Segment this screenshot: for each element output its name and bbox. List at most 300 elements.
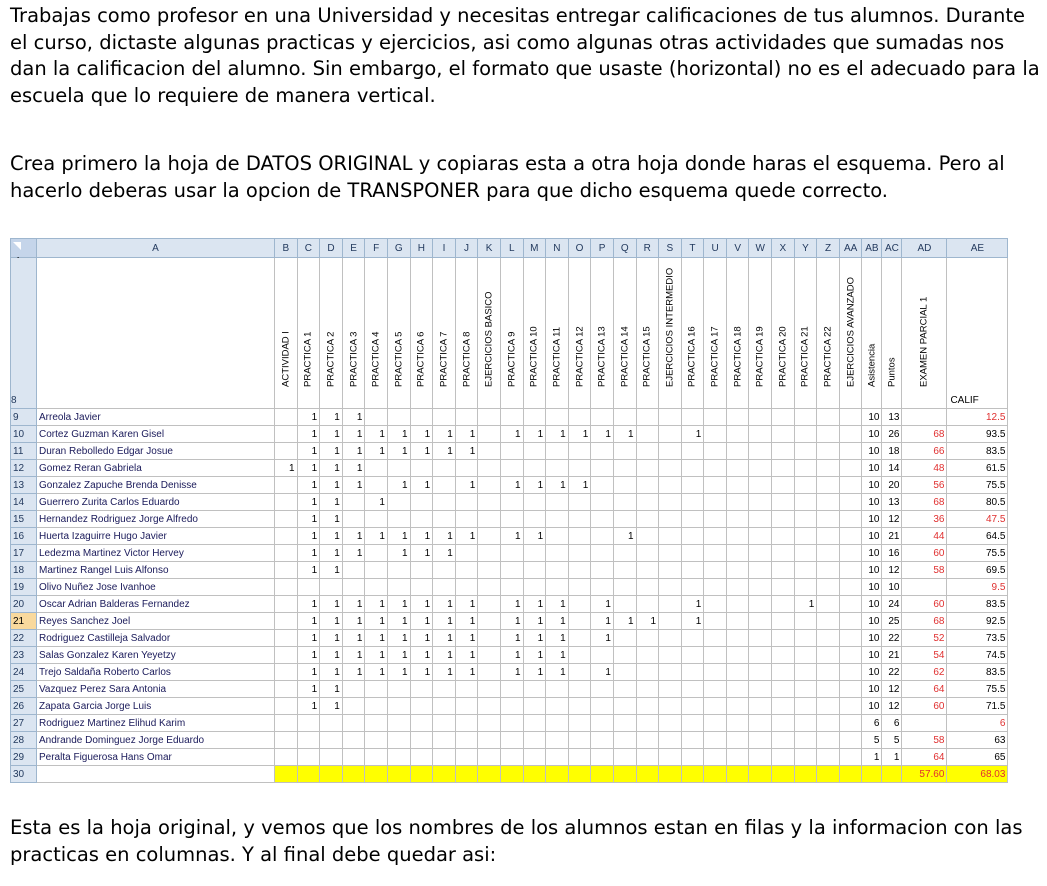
grade-cell[interactable] — [500, 732, 523, 749]
grade-cell[interactable]: 25 — [882, 613, 902, 630]
grade-cell[interactable] — [704, 647, 727, 664]
column-letter-o[interactable]: O — [568, 239, 591, 258]
grade-cell[interactable]: 10 — [862, 494, 882, 511]
grade-cell[interactable] — [387, 681, 410, 698]
student-name-cell[interactable]: Peralta Figuerosa Hans Omar — [37, 749, 275, 766]
column-letter-z[interactable]: Z — [817, 239, 840, 258]
grade-cell[interactable] — [613, 749, 636, 766]
grade-cell[interactable]: 58 — [902, 562, 947, 579]
grade-cell[interactable] — [591, 749, 614, 766]
grade-cell[interactable] — [681, 664, 704, 681]
column-letter-f[interactable]: F — [365, 239, 388, 258]
row-number[interactable]: 15 — [11, 511, 37, 528]
grade-cell[interactable] — [433, 681, 456, 698]
grade-cell[interactable] — [794, 528, 817, 545]
grade-cell[interactable]: 71.5 — [947, 698, 1008, 715]
grade-cell[interactable] — [681, 443, 704, 460]
grade-cell[interactable]: 10 — [862, 647, 882, 664]
grade-cell[interactable] — [297, 749, 320, 766]
column-letter-p[interactable]: P — [591, 239, 614, 258]
grade-cell[interactable] — [523, 681, 546, 698]
grade-cell[interactable] — [681, 698, 704, 715]
grade-cell[interactable] — [568, 494, 591, 511]
grade-cell[interactable]: 1 — [297, 698, 320, 715]
grade-cell[interactable] — [794, 732, 817, 749]
grade-cell[interactable] — [659, 426, 682, 443]
grade-cell[interactable] — [478, 596, 501, 613]
column-header[interactable] — [523, 258, 546, 409]
highlight-cell[interactable] — [882, 766, 902, 783]
column-letter-i[interactable]: I — [433, 239, 456, 258]
grade-cell[interactable] — [591, 528, 614, 545]
grade-cell[interactable]: 1 — [613, 528, 636, 545]
grade-cell[interactable]: 1 — [455, 528, 478, 545]
grade-cell[interactable] — [817, 562, 840, 579]
student-name-cell[interactable]: Gomez Reran Gabriela — [37, 460, 275, 477]
row-number[interactable]: 14 — [11, 494, 37, 511]
grade-cell[interactable]: 75.5 — [947, 545, 1008, 562]
grade-cell[interactable] — [659, 545, 682, 562]
grade-cell[interactable] — [636, 494, 659, 511]
grade-cell[interactable] — [794, 647, 817, 664]
grade-cell[interactable]: 1 — [320, 664, 343, 681]
row-number[interactable]: 10 — [11, 426, 37, 443]
grade-cell[interactable] — [704, 749, 727, 766]
grade-cell[interactable] — [704, 613, 727, 630]
grade-cell[interactable]: 1 — [433, 443, 456, 460]
grade-cell[interactable] — [568, 681, 591, 698]
grade-cell[interactable] — [839, 715, 862, 732]
grade-cell[interactable] — [523, 579, 546, 596]
highlight-cell[interactable] — [342, 766, 365, 783]
grade-cell[interactable] — [636, 511, 659, 528]
grade-cell[interactable] — [523, 698, 546, 715]
grade-cell[interactable] — [749, 579, 772, 596]
column-header[interactable] — [546, 258, 569, 409]
grade-cell[interactable] — [613, 409, 636, 426]
grade-cell[interactable] — [772, 647, 795, 664]
grade-cell[interactable] — [433, 715, 456, 732]
highlight-cell[interactable] — [613, 766, 636, 783]
row-number[interactable]: 29 — [11, 749, 37, 766]
grade-cell[interactable]: 1 — [365, 630, 388, 647]
grade-cell[interactable] — [342, 749, 365, 766]
grade-cell[interactable] — [636, 715, 659, 732]
grade-cell[interactable]: 1 — [320, 613, 343, 630]
grade-cell[interactable]: 10 — [862, 426, 882, 443]
grade-cell[interactable] — [704, 664, 727, 681]
grade-cell[interactable]: 10 — [862, 562, 882, 579]
grade-cell[interactable] — [410, 681, 433, 698]
grade-cell[interactable] — [613, 647, 636, 664]
grade-cell[interactable]: 1 — [410, 630, 433, 647]
grade-cell[interactable]: 12 — [882, 681, 902, 698]
grade-cell[interactable] — [387, 460, 410, 477]
grade-cell[interactable] — [817, 443, 840, 460]
grade-cell[interactable]: 1 — [387, 528, 410, 545]
grade-cell[interactable] — [275, 511, 298, 528]
grade-cell[interactable]: 1 — [433, 630, 456, 647]
grade-cell[interactable] — [772, 681, 795, 698]
highlight-cell[interactable] — [500, 766, 523, 783]
grade-cell[interactable] — [794, 511, 817, 528]
grade-cell[interactable]: 1 — [523, 528, 546, 545]
grade-cell[interactable]: 5 — [882, 732, 902, 749]
grade-cell[interactable]: 1 — [455, 630, 478, 647]
grade-cell[interactable]: 1 — [500, 477, 523, 494]
grade-cell[interactable] — [591, 562, 614, 579]
grade-cell[interactable] — [433, 749, 456, 766]
grade-cell[interactable]: 68 — [902, 426, 947, 443]
grade-cell[interactable] — [794, 681, 817, 698]
grade-cell[interactable] — [817, 647, 840, 664]
grade-cell[interactable] — [387, 698, 410, 715]
grade-cell[interactable] — [591, 681, 614, 698]
grade-cell[interactable] — [591, 409, 614, 426]
grade-cell[interactable] — [478, 613, 501, 630]
grade-cell[interactable] — [817, 732, 840, 749]
grade-cell[interactable] — [523, 494, 546, 511]
grade-cell[interactable] — [839, 749, 862, 766]
column-letter-h[interactable]: H — [410, 239, 433, 258]
grade-cell[interactable] — [478, 477, 501, 494]
grade-cell[interactable]: 64 — [902, 681, 947, 698]
column-letter-c[interactable]: C — [297, 239, 320, 258]
grade-cell[interactable] — [772, 426, 795, 443]
grade-cell[interactable]: 1 — [342, 647, 365, 664]
row-number[interactable]: 12 — [11, 460, 37, 477]
grade-cell[interactable]: 1 — [342, 528, 365, 545]
grade-cell[interactable] — [568, 511, 591, 528]
grade-cell[interactable] — [478, 681, 501, 698]
grade-cell[interactable] — [772, 664, 795, 681]
grade-cell[interactable] — [726, 596, 749, 613]
grade-cell[interactable]: 1 — [591, 596, 614, 613]
grade-cell[interactable] — [478, 443, 501, 460]
row-number[interactable]: 28 — [11, 732, 37, 749]
student-name-cell[interactable]: Ledezma Martinez Victor Hervey — [37, 545, 275, 562]
column-header[interactable] — [749, 258, 772, 409]
grade-cell[interactable] — [500, 749, 523, 766]
grade-cell[interactable] — [500, 409, 523, 426]
grade-cell[interactable] — [902, 579, 947, 596]
column-header[interactable] — [681, 258, 704, 409]
grade-cell[interactable] — [659, 562, 682, 579]
grade-cell[interactable] — [726, 732, 749, 749]
column-letter-n[interactable]: N — [546, 239, 569, 258]
grade-cell[interactable] — [478, 409, 501, 426]
grade-cell[interactable]: 1 — [342, 460, 365, 477]
grade-cell[interactable] — [704, 409, 727, 426]
grade-cell[interactable]: 1 — [297, 426, 320, 443]
grade-cell[interactable] — [749, 664, 772, 681]
grade-cell[interactable] — [726, 528, 749, 545]
grade-cell[interactable] — [726, 511, 749, 528]
grade-cell[interactable] — [613, 630, 636, 647]
grade-cell[interactable]: 1 — [297, 409, 320, 426]
student-name-cell[interactable]: Guerrero Zurita Carlos Eduardo — [37, 494, 275, 511]
grade-cell[interactable] — [636, 409, 659, 426]
student-name-cell[interactable]: Olivo Nuñez Jose Ivanhoe — [37, 579, 275, 596]
grade-cell[interactable] — [387, 715, 410, 732]
column-header[interactable] — [297, 258, 320, 409]
grade-cell[interactable] — [365, 732, 388, 749]
grade-cell[interactable] — [591, 715, 614, 732]
grade-cell[interactable]: 10 — [882, 579, 902, 596]
grade-cell[interactable] — [794, 579, 817, 596]
grade-cell[interactable] — [817, 511, 840, 528]
grade-cell[interactable] — [749, 460, 772, 477]
grade-cell[interactable] — [455, 562, 478, 579]
grade-cell[interactable] — [500, 494, 523, 511]
grade-cell[interactable]: 1 — [523, 613, 546, 630]
grade-cell[interactable]: 1 — [591, 630, 614, 647]
grade-cell[interactable] — [726, 494, 749, 511]
grade-cell[interactable] — [749, 630, 772, 647]
grade-cell[interactable]: 1 — [410, 528, 433, 545]
calif-average-cell[interactable]: 68.03 — [947, 766, 1008, 783]
row-number[interactable]: 30 — [11, 766, 37, 783]
grade-cell[interactable] — [839, 460, 862, 477]
grade-cell[interactable] — [772, 409, 795, 426]
grade-cell[interactable] — [410, 715, 433, 732]
grade-cell[interactable] — [478, 647, 501, 664]
grade-cell[interactable]: 1 — [546, 664, 569, 681]
grade-cell[interactable]: 10 — [862, 596, 882, 613]
grade-cell[interactable]: 1 — [546, 426, 569, 443]
grade-cell[interactable] — [772, 545, 795, 562]
column-header[interactable] — [882, 258, 902, 409]
grade-cell[interactable] — [591, 477, 614, 494]
grade-cell[interactable] — [478, 460, 501, 477]
grade-cell[interactable]: 5 — [862, 732, 882, 749]
grade-cell[interactable] — [726, 698, 749, 715]
grade-cell[interactable] — [275, 409, 298, 426]
grade-cell[interactable] — [636, 681, 659, 698]
grade-cell[interactable]: 1 — [320, 409, 343, 426]
grade-cell[interactable] — [749, 409, 772, 426]
grade-cell[interactable] — [636, 562, 659, 579]
grade-cell[interactable] — [726, 460, 749, 477]
grade-cell[interactable] — [681, 579, 704, 596]
grade-cell[interactable] — [817, 681, 840, 698]
grade-cell[interactable] — [523, 460, 546, 477]
grade-cell[interactable] — [704, 579, 727, 596]
row-number[interactable]: 8 — [11, 258, 37, 409]
grade-cell[interactable] — [275, 647, 298, 664]
grade-cell[interactable] — [749, 613, 772, 630]
grade-cell[interactable]: 1 — [297, 511, 320, 528]
grade-cell[interactable] — [704, 630, 727, 647]
grade-cell[interactable]: 1 — [410, 664, 433, 681]
grade-cell[interactable] — [546, 698, 569, 715]
grade-cell[interactable] — [749, 426, 772, 443]
grade-cell[interactable]: 10 — [862, 681, 882, 698]
grade-cell[interactable] — [839, 477, 862, 494]
grade-cell[interactable]: 10 — [862, 579, 882, 596]
grade-cell[interactable]: 1 — [523, 596, 546, 613]
grade-cell[interactable] — [681, 528, 704, 545]
grade-cell[interactable] — [500, 443, 523, 460]
row-number[interactable]: 18 — [11, 562, 37, 579]
grade-cell[interactable] — [613, 698, 636, 715]
grade-cell[interactable]: 1 — [523, 630, 546, 647]
grade-cell[interactable]: 10 — [862, 630, 882, 647]
grade-cell[interactable]: 36 — [902, 511, 947, 528]
grade-cell[interactable] — [568, 460, 591, 477]
grade-cell[interactable] — [455, 732, 478, 749]
grade-cell[interactable]: 10 — [862, 443, 882, 460]
exam-average-cell[interactable]: 57.60 — [902, 766, 947, 783]
grade-cell[interactable] — [500, 460, 523, 477]
grade-cell[interactable] — [794, 562, 817, 579]
grade-cell[interactable]: 1 — [297, 596, 320, 613]
grade-cell[interactable]: 1 — [297, 647, 320, 664]
grade-cell[interactable]: 22 — [882, 664, 902, 681]
grade-cell[interactable] — [275, 579, 298, 596]
grade-cell[interactable] — [568, 528, 591, 545]
grade-cell[interactable] — [681, 715, 704, 732]
row-number[interactable]: 22 — [11, 630, 37, 647]
student-name-cell[interactable]: Vazquez Perez Sara Antonia — [37, 681, 275, 698]
column-header[interactable] — [410, 258, 433, 409]
grade-cell[interactable]: 10 — [862, 664, 882, 681]
grade-cell[interactable] — [817, 698, 840, 715]
column-letter-ad[interactable]: AD — [902, 239, 947, 258]
grade-cell[interactable]: 1 — [546, 613, 569, 630]
grade-cell[interactable]: 1 — [523, 647, 546, 664]
grade-cell[interactable] — [704, 545, 727, 562]
grade-cell[interactable]: 1 — [365, 664, 388, 681]
grade-cell[interactable] — [568, 579, 591, 596]
student-name-cell[interactable]: Zapata Garcia Jorge Luis — [37, 698, 275, 715]
grade-cell[interactable]: 1 — [410, 477, 433, 494]
grade-cell[interactable] — [772, 528, 795, 545]
column-letter-e[interactable]: E — [342, 239, 365, 258]
grade-cell[interactable] — [839, 613, 862, 630]
column-letter-k[interactable]: K — [478, 239, 501, 258]
grade-cell[interactable] — [433, 460, 456, 477]
grade-cell[interactable] — [749, 647, 772, 664]
column-header[interactable] — [37, 258, 275, 409]
grade-cell[interactable]: 1 — [365, 528, 388, 545]
highlight-cell[interactable] — [523, 766, 546, 783]
grade-cell[interactable] — [681, 409, 704, 426]
grade-cell[interactable] — [681, 545, 704, 562]
grade-cell[interactable]: 1 — [320, 596, 343, 613]
grade-cell[interactable]: 6 — [947, 715, 1008, 732]
grade-cell[interactable] — [478, 664, 501, 681]
grade-cell[interactable]: 1 — [297, 681, 320, 698]
grade-cell[interactable] — [749, 477, 772, 494]
highlight-cell[interactable] — [455, 766, 478, 783]
highlight-cell[interactable] — [794, 766, 817, 783]
column-letter-r[interactable]: R — [636, 239, 659, 258]
grade-cell[interactable]: 1 — [410, 613, 433, 630]
highlight-cell[interactable] — [659, 766, 682, 783]
column-letter-v[interactable]: V — [726, 239, 749, 258]
grade-cell[interactable] — [817, 630, 840, 647]
grade-cell[interactable] — [704, 477, 727, 494]
grade-cell[interactable]: 13 — [882, 494, 902, 511]
column-header[interactable] — [862, 258, 882, 409]
grade-cell[interactable] — [794, 443, 817, 460]
grade-cell[interactable]: 1 — [387, 596, 410, 613]
grade-cell[interactable] — [659, 596, 682, 613]
grade-cell[interactable]: 1 — [320, 545, 343, 562]
grade-cell[interactable]: 74.5 — [947, 647, 1008, 664]
grade-cell[interactable] — [726, 562, 749, 579]
grade-cell[interactable] — [455, 460, 478, 477]
grade-cell[interactable] — [275, 443, 298, 460]
grade-cell[interactable] — [478, 630, 501, 647]
grade-cell[interactable]: 1 — [410, 426, 433, 443]
grade-cell[interactable] — [568, 596, 591, 613]
grade-cell[interactable] — [523, 443, 546, 460]
grade-cell[interactable] — [568, 698, 591, 715]
grade-cell[interactable] — [568, 749, 591, 766]
row-number[interactable]: 20 — [11, 596, 37, 613]
grade-cell[interactable]: 1 — [500, 596, 523, 613]
grade-cell[interactable] — [410, 409, 433, 426]
grade-cell[interactable] — [681, 681, 704, 698]
grade-cell[interactable] — [500, 579, 523, 596]
student-name-cell[interactable]: Duran Rebolledo Edgar Josue — [37, 443, 275, 460]
grade-cell[interactable]: 1 — [297, 613, 320, 630]
grade-cell[interactable] — [275, 596, 298, 613]
grade-cell[interactable] — [636, 477, 659, 494]
grade-cell[interactable] — [342, 494, 365, 511]
grade-cell[interactable]: 1 — [320, 443, 343, 460]
grade-cell[interactable]: 1 — [500, 528, 523, 545]
grade-cell[interactable] — [636, 647, 659, 664]
grade-cell[interactable] — [794, 426, 817, 443]
grade-cell[interactable] — [320, 715, 343, 732]
grade-cell[interactable]: 1 — [546, 477, 569, 494]
grade-cell[interactable] — [387, 409, 410, 426]
grade-cell[interactable] — [636, 698, 659, 715]
column-letter-j[interactable]: J — [455, 239, 478, 258]
grade-cell[interactable] — [749, 732, 772, 749]
grade-cell[interactable] — [591, 545, 614, 562]
grade-cell[interactable] — [320, 732, 343, 749]
grade-cell[interactable]: 83.5 — [947, 443, 1008, 460]
grade-cell[interactable] — [839, 630, 862, 647]
grade-cell[interactable]: 44 — [902, 528, 947, 545]
grade-cell[interactable]: 1 — [500, 664, 523, 681]
grade-cell[interactable]: 21 — [882, 647, 902, 664]
grade-cell[interactable]: 1 — [410, 443, 433, 460]
grade-cell[interactable] — [523, 545, 546, 562]
grade-cell[interactable] — [365, 579, 388, 596]
grade-cell[interactable] — [568, 443, 591, 460]
grade-cell[interactable] — [817, 715, 840, 732]
grade-cell[interactable]: 1 — [433, 664, 456, 681]
grade-cell[interactable] — [410, 562, 433, 579]
grade-cell[interactable] — [794, 613, 817, 630]
row-number[interactable]: 17 — [11, 545, 37, 562]
grade-cell[interactable] — [433, 698, 456, 715]
grade-cell[interactable] — [839, 579, 862, 596]
grade-cell[interactable] — [839, 698, 862, 715]
grade-cell[interactable] — [839, 409, 862, 426]
grade-cell[interactable]: 16 — [882, 545, 902, 562]
grade-cell[interactable]: 80.5 — [947, 494, 1008, 511]
grade-cell[interactable] — [455, 579, 478, 596]
column-header[interactable] — [455, 258, 478, 409]
grade-cell[interactable] — [636, 443, 659, 460]
column-letter-w[interactable]: W — [749, 239, 772, 258]
